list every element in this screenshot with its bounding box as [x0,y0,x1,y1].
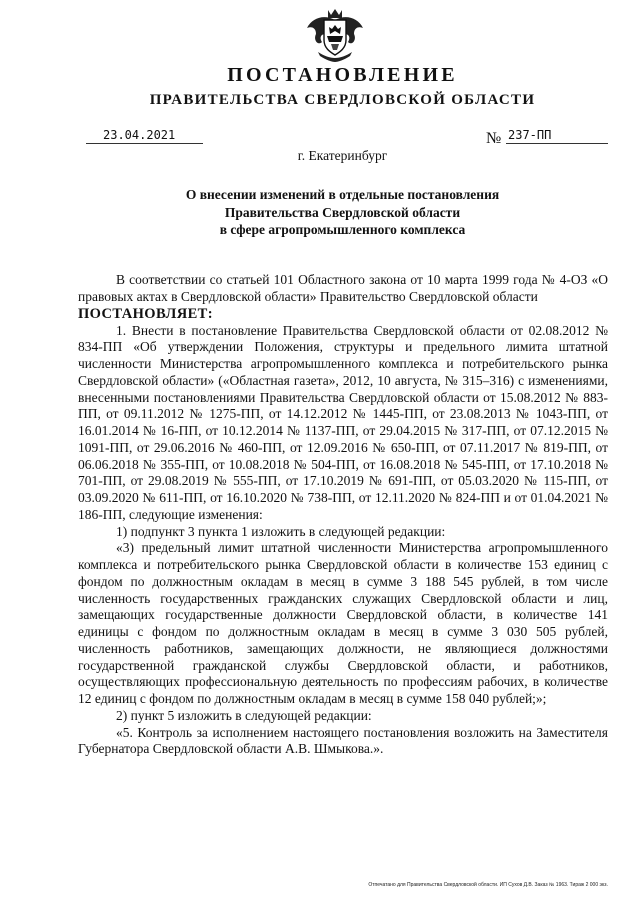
subitem-2-paragraph: 2) пункт 5 изложить в следующей редакции: [116,707,372,723]
item-1-paragraph: 1. Внести в постановление Правительства Свердловской области от 02.08.2012 № 834-ПП «Об утверждении Положения, структуры и предельного лимита штатной численности Министерства агропромышленного комплекса и потребительского рынка Свердловской области» («Областная газета», 2012, 10 августа, № 315–316) с изменениями, внесенными постановлениями Правительства Свердловской области от 15.08.2012 № 883-ПП, от 09.11.2012 № 1275-ПП, от 14.12.2012 № 1445-ПП, от 23.08.2013 № 1043-ПП, от 16.01.2014 № 16-ПП, от 10.12.2014 № 1137-ПП, от 29.04.2015 № 317-ПП, от 07.12.2015 № 1091-ПП, от 29.06.2016 № 460-ПП, от 12.09.2016 № 650-ПП, от 07.11.2017 № 819-ПП, от 06.06.2018 № 355-ПП, от 10.08.2018 № 504-ПП, от 16.08.2018 № 545-ПП, от 17.10.2018 № 701-ПП, от 29.08.2019 № 555-ПП, от 17.10.2019 № 691-ПП, от 05.03.2020 № 115-ПП, от 03.09.2020 № 611-ПП, от 16.10.2020 № 738-ПП, от 12.11.2020 № 824-ПП и от 01.04.2021 № 186-ПП, следующие изменения: [78,322,608,522]
preamble-paragraph: В соответствии со статьей 101 Областного закона от 10 марта 1999 года № 4-ОЗ «О правовых актах в Свердловской области» Правительство Свердловской области [78,272,608,304]
document-number: 237-ПП [506,128,608,144]
quote-1-paragraph: «3) предельный лимит штатной численности Министерства агропромышленного комплекса и потребительского рынка Свердловской области в количестве 153 единиц с фондом по должностным окладам в месяц в сумме 3 188 545 рублей, в том числе численность государственных гражданских служащих Свердловской области и лиц, замещающих государственные должности Свердловской области, в количестве 141 единицы с фондом по должностным окладам в месяц в сумме 3 030 505 рублей, численность работников, замещающих должности, не являющиеся должностями государственной гражданской службы Свердловской области, и работников, осуществляющих профессиональную деятельность по профессиям рабочих, в количестве 12 единиц с фондом по должностным окладам в месяц в сумме 158 040 рублей;»; [78,540,608,706]
document-date: 23.04.2021 [86,128,203,144]
quote-2-paragraph: «5. Контроль за исполнением настоящего постановления возложить на Заместителя Губернатора Свердловской области А.В. Шмыкова.». [78,724,608,757]
document-heading [0,186,640,239]
document-title: ПОСТАНОВЛЕНИЕ [227,64,458,86]
heading-line: О внесении изменений в отдельные постановления [185,187,500,202]
heading-line: в сфере агропромышленного комплекса [219,222,466,237]
document-body [78,272,608,758]
heading-line: Правительства Свердловской области [224,204,461,220]
print-imprint: Отпечатано для Правительства Свердловской области. ИП Сухов Д.В. Заказ № 1963. Тираж 2 000 экз. [368,882,608,888]
decree-word: ПОСТАНОВЛЯЕТ: [78,305,213,322]
coat-of-arms-emblem [304,6,366,64]
city-line: г. Екатеринбург [297,148,388,163]
number-sign: № [486,130,502,147]
issuer-name: ПРАВИТЕЛЬСТВА СВЕРДЛОВСКОЙ ОБЛАСТИ [149,92,536,108]
subitem-1-paragraph: 1) подпункт 3 пункта 1 изложить в следующей редакции: [116,523,446,539]
